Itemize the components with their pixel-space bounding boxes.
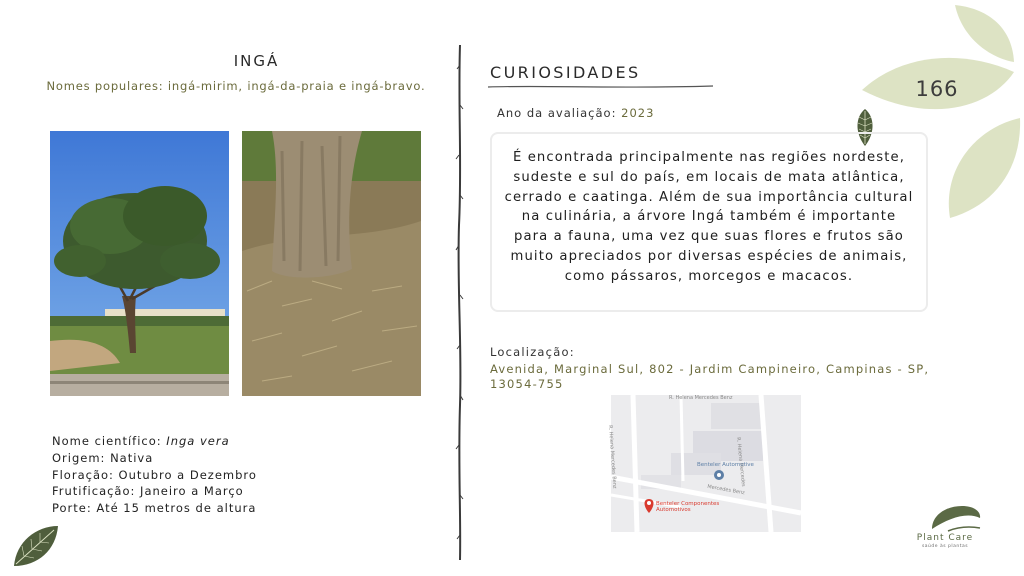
map-street-4: Mercedes Benz (706, 483, 746, 497)
scientific-name-label: Nome científico: (52, 434, 167, 448)
popular-names: Nomes populares: ingá-mirim, ingá-da-praia e ingá-bravo. (46, 79, 426, 93)
curiosities-text: É encontrada principalmente nas regiões nordeste, sudeste e sul do país, em locais de mata atlântica, cerrado e caatinga. Além de sua importância cultural na culinária, a árvore Ingá também é importante para a fauna, uma vez que suas flores e frutos são muito apreciados por diversas espécies de animais, como pássaros, morcegos e macacos. (504, 150, 914, 284)
map-street-3: R. Helena Mercedes (735, 437, 747, 487)
trunk-photo (242, 131, 421, 396)
vertical-divider (448, 45, 472, 560)
size-row: Porte: Até 15 metros de altura (52, 501, 257, 516)
location-map[interactable] (607, 395, 801, 532)
map-place-benteler-automotive[interactable]: Benteler Automotive (697, 462, 754, 468)
location-address: Avenida, Marginal Sul, 802 - Jardim Campineiro, Campinas - SP, 13054-755 (490, 362, 930, 391)
evaluation-year-value: 2023 (621, 106, 655, 120)
curiosities-title: CURIOSIDADES (490, 63, 641, 82)
fruiting-row: Frutificação: Janeiro a Março (52, 484, 244, 499)
origin-row: Origem: Nativa (52, 450, 154, 465)
brand-name: Plant Care (916, 533, 974, 543)
tree-photo-icon (50, 131, 229, 396)
evaluation-year (497, 106, 654, 120)
title-underline (488, 84, 713, 90)
bottom-leaf-icon (10, 522, 62, 570)
map-street-2: R. Helena Mercedes Benz (607, 425, 618, 489)
flowering-row: Floração: Outubro a Dezembro (52, 467, 257, 482)
location-label: Localização: (490, 345, 575, 359)
trunk-photo-icon (242, 131, 421, 396)
map-street-1: R. Helena Mercedes Benz (669, 395, 733, 401)
species-title: INGÁ (233, 52, 280, 70)
scientific-name-value: Inga vera (166, 434, 230, 448)
map-place-line-1: Benteler Componentes (656, 501, 720, 507)
plant-care-logo-icon (928, 503, 982, 533)
brand-tagline: saúde às plantas (921, 544, 969, 549)
curiosities-box (490, 132, 928, 312)
tree-photo (50, 131, 229, 396)
species-facts (52, 433, 257, 517)
map-place-benteler-componentes[interactable] (656, 501, 719, 513)
page-number: 166 (915, 77, 959, 101)
evaluation-year-label: Ano da avaliação: (497, 106, 622, 120)
scientific-name-row (52, 433, 257, 450)
map-place-line-2: Automotivos (656, 507, 691, 513)
